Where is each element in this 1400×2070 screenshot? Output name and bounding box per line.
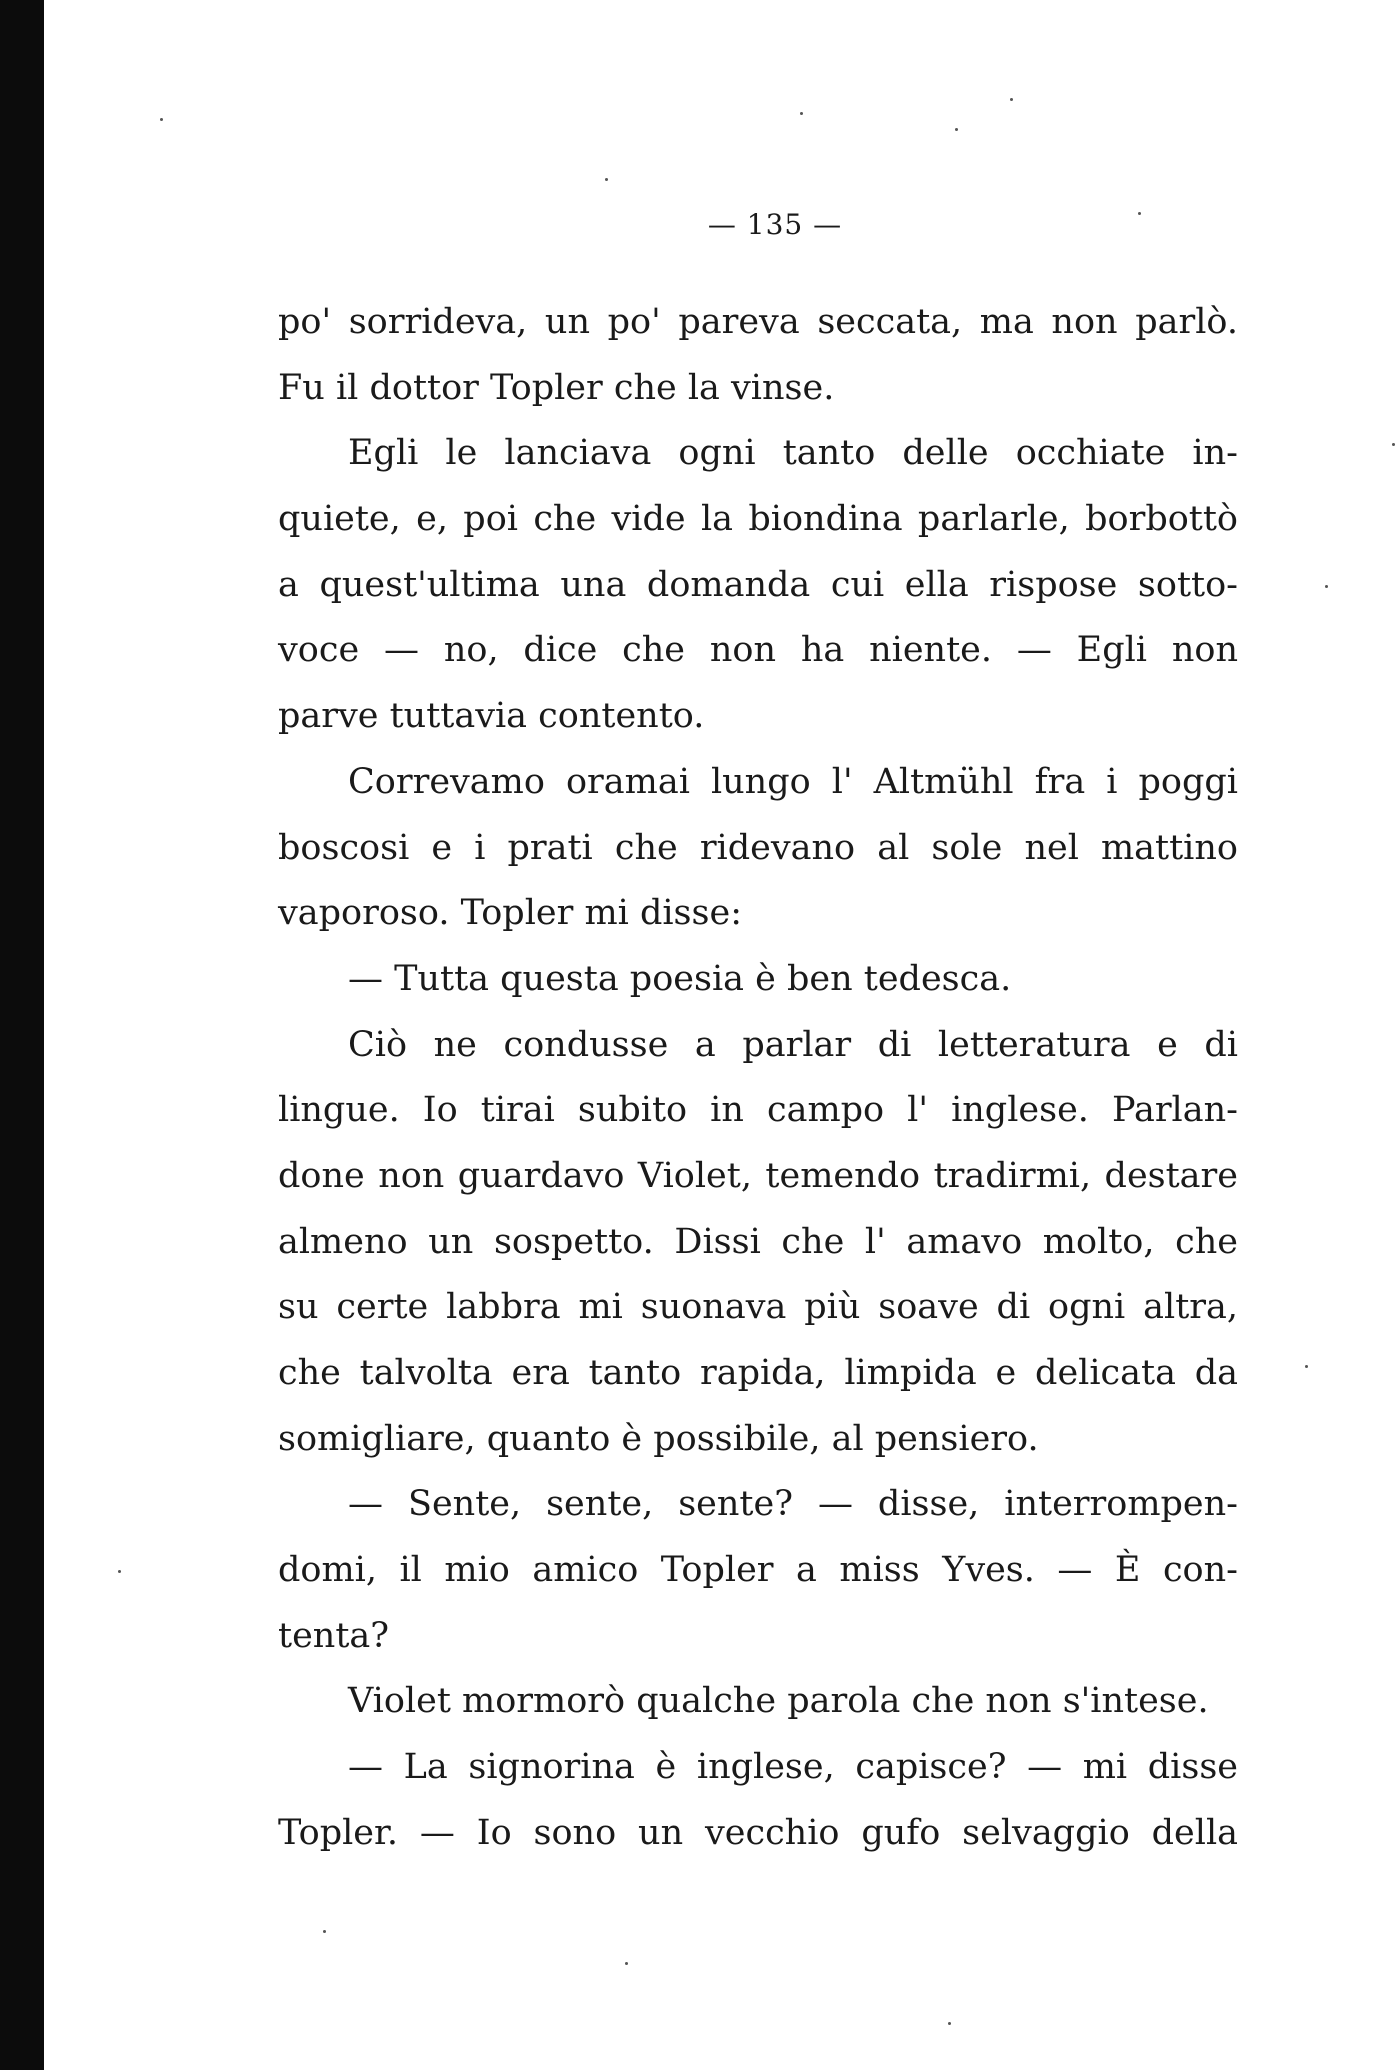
page-number: — 135 — xyxy=(707,208,843,241)
text-line: vaporoso. Topler mi disse: xyxy=(278,893,742,934)
text-line: Ciò ne condusse a parlar di letteratura e di xyxy=(348,1024,1238,1065)
text-line: almeno un sospetto. Dissi che l' amavo molto, che xyxy=(278,1221,1238,1262)
text-line: voce — no, dice che non ha niente. — Egli non xyxy=(278,630,1238,671)
print-speck xyxy=(323,1930,326,1933)
text-line: po' sorrideva, un po' pareva seccata, ma non parlò. xyxy=(278,302,1238,342)
print-speck xyxy=(948,2022,951,2025)
text-line: che talvolta era tanto rapida, limpida e delicata da xyxy=(278,1353,1238,1393)
text-line: boscosi e i prati che ridevano al sole nel mattino xyxy=(278,827,1238,868)
text-line: a quest'ultima una domanda cui ella rispose sotto- xyxy=(278,564,1238,605)
text-line: su certe labbra mi suonava più soave di ogni altra, xyxy=(278,1287,1238,1328)
print-speck xyxy=(1325,585,1328,588)
body-text xyxy=(278,290,1238,1867)
print-speck xyxy=(955,128,958,131)
text-line: — Tutta questa poesia è ben tedesca. xyxy=(348,958,1012,999)
text-line: parve tuttavia contento. xyxy=(278,696,705,737)
text-line: somigliare, quanto è possibile, al pensiero. xyxy=(278,1418,1039,1459)
text-line: — La signorina è inglese, capisce? — mi disse xyxy=(348,1747,1238,1788)
print-speck xyxy=(1305,1365,1308,1368)
print-speck xyxy=(1392,443,1395,446)
text-line: — Sente, sente, sente? — disse, interrompen- xyxy=(348,1484,1238,1525)
print-speck xyxy=(160,118,163,121)
text-line: Fu il dottor Topler che la vinse. xyxy=(278,367,835,408)
text-line: quiete, e, poi che vide la biondina parlarle, borbottò xyxy=(278,499,1238,540)
text-line: done non guardavo Violet, temendo tradirmi, destare xyxy=(278,1155,1238,1196)
print-speck xyxy=(1138,212,1141,215)
print-speck xyxy=(1010,98,1013,101)
print-speck xyxy=(118,1570,121,1573)
text-line: domi, il mio amico Topler a miss Yves. — È con- xyxy=(278,1550,1238,1591)
text-line: Correvamo oramai lungo l' Altmühl fra i poggi xyxy=(348,761,1238,802)
text-line: tenta? xyxy=(278,1615,390,1656)
text-line: lingue. Io tirai subito in campo l' inglese. Parlan- xyxy=(278,1090,1238,1131)
print-speck xyxy=(800,112,803,115)
binding-edge xyxy=(0,0,44,2070)
text-line: Topler. — Io sono un vecchio gufo selvaggio della xyxy=(278,1812,1238,1853)
print-speck xyxy=(605,178,608,181)
text-line: Egli le lanciava ogni tanto delle occhiate in- xyxy=(348,433,1238,474)
text-line: Violet mormorò qualche parola che non s'intese. xyxy=(348,1681,1209,1722)
print-speck xyxy=(625,1962,628,1965)
